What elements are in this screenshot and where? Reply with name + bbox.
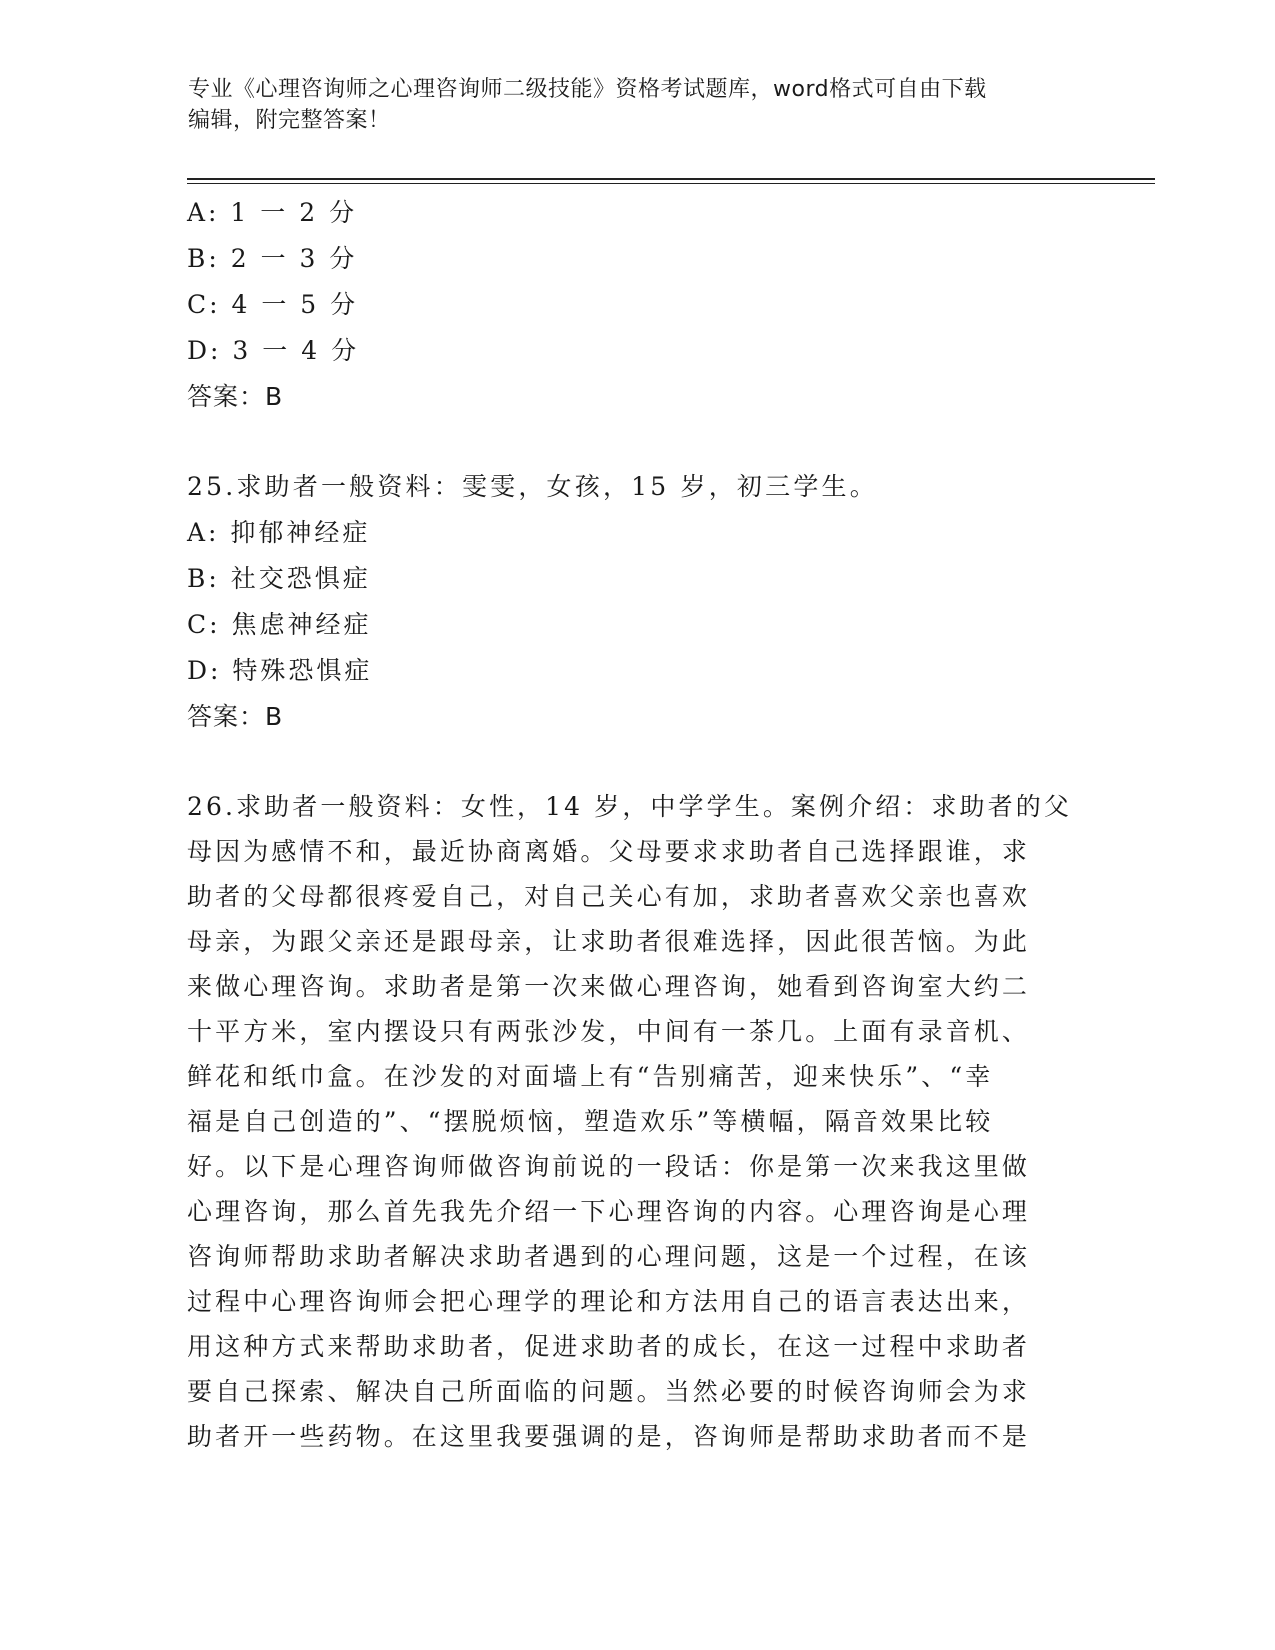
question-stem: 25.求助者一般资料：雯雯，女孩，15 岁，初三学生。 [187,472,878,501]
paragraph-line: 过程中心理咨询师会把心理学的理论和方法用自己的语言表达出来， [187,1287,1031,1316]
option-c: C: 4 一 5 分 [187,290,359,319]
paragraph-line: 助者开一些药物。在这里我要强调的是，咨询师是帮助求助者而不是 [187,1422,1031,1451]
paragraph-line: 来做心理咨询。求助者是第一次来做心理咨询，她看到咨询室大约二 [187,972,1031,1001]
question-25 [187,464,1087,740]
spacer [187,740,1087,784]
header-divider-bottom [187,183,1155,184]
paragraph-line: 助者的父母都很疼爱自己，对自己关心有加，求助者喜欢父亲也喜欢 [187,882,1031,911]
paragraph-line: 心理咨询，那么首先我先介绍一下心理咨询的内容。心理咨询是心理 [187,1197,1031,1226]
option-b: B: 社交恐惧症 [187,564,371,593]
paragraph-line: 咨询师帮助求助者解决求助者遇到的心理问题，这是一个过程，在该 [187,1242,1031,1271]
paragraph-line: 母亲，为跟父亲还是跟母亲，让求助者很难选择，因此很苦恼。为此 [187,927,1031,956]
paragraph-line: 要自己探索、解决自己所面临的问题。当然必要的时候咨询师会为求 [187,1377,1031,1406]
paragraph-line: 十平方米，室内摆设只有两张沙发，中间有一茶几。上面有录音机、 [187,1017,1031,1046]
paragraph-line: 鲜花和纸巾盒。在沙发的对面墙上有“告别痛苦，迎来快乐”、“幸 [187,1062,994,1091]
spacer [187,420,1087,464]
answer: 答案：B [187,702,284,731]
option-c: C: 焦虑神经症 [187,610,372,639]
paragraph-line: 福是自己创造的”、“摆脱烦恼，塑造欢乐”等横幅，隔音效果比较 [187,1107,994,1136]
header-divider-top [187,178,1155,180]
paragraph-line: 母因为感情不和，最近协商离婚。父母要求求助者自己选择跟谁，求 [187,837,1031,866]
paragraph-line: 用这种方式来帮助求助者，促进求助者的成长，在这一过程中求助者 [187,1332,1031,1361]
question-content [187,190,1087,1459]
paragraph-line: 好。以下是心理咨询师做咨询前说的一段话：你是第一次来我这里做 [187,1152,1031,1181]
paragraph-line: 26.求助者一般资料：女性，14 岁，中学学生。案例介绍：求助者的父 [187,792,1072,821]
option-d: D: 3 一 4 分 [187,336,360,365]
option-a: A: 抑郁神经症 [187,518,371,547]
option-b: B: 2 一 3 分 [187,244,358,273]
question-24-options [187,190,1087,420]
header-line-1: 专业《心理咨询师之心理咨询师二级技能》资格考试题库，word格式可自由下载 [188,77,987,102]
option-d: D: 特殊恐惧症 [187,656,373,685]
document-header [188,74,1068,136]
answer: 答案：B [187,382,284,411]
option-a: A: 1 一 2 分 [187,198,358,227]
header-line-2: 编辑，附完整答案！ [188,108,391,133]
question-26 [187,784,1087,1459]
